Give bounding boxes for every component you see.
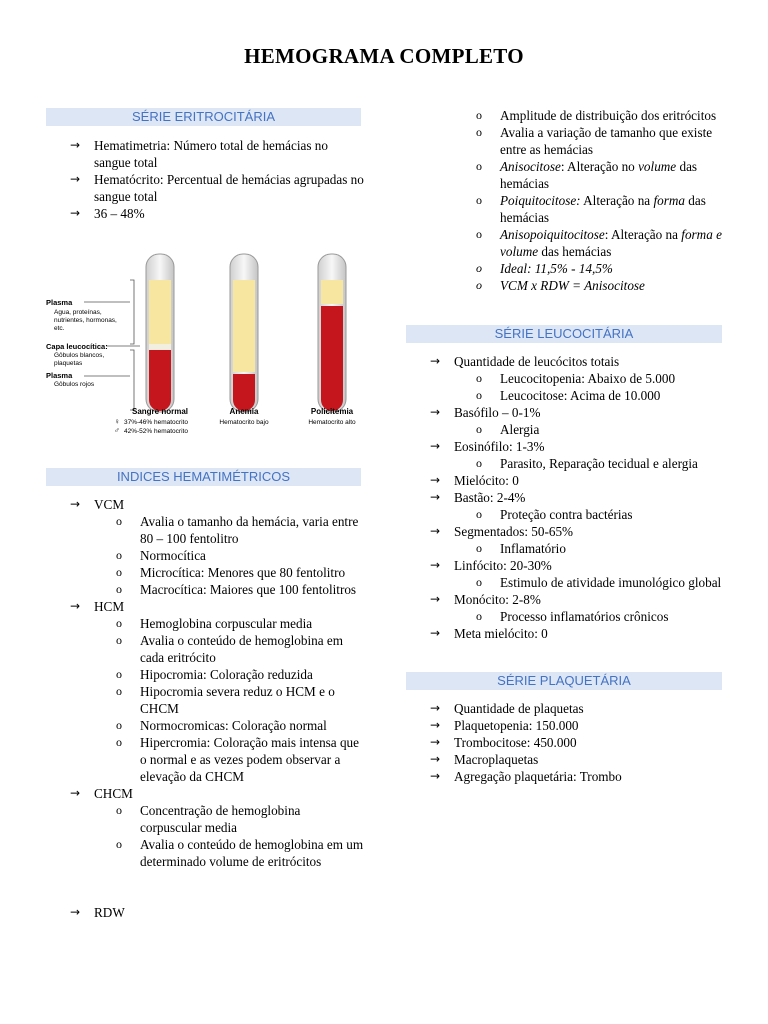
list-subitem: o Normocromicas: Coloração normal [70,717,365,734]
list-subitem: o Avalia o conteúdo de hemoglobina em um determinado volume de eritrócitos [70,836,365,870]
tube-anemia-sub: Hematocrito bajo [219,419,269,426]
list-item: → Quantidade de plaquetas [430,700,730,717]
tube-normal-male: 42%-52% hematocrito [124,428,188,435]
hematocrit-tubes-figure [44,250,364,440]
text: das hemácias [538,244,612,259]
term: Anisocitose [500,159,561,174]
text: forma e volume [500,227,722,259]
tube-policitemia-sub: Hematocrito alto [308,419,356,426]
list-item: → Linfócito: 20-30% [430,557,730,574]
page-title: HEMOGRAMA COMPLETO [244,44,524,68]
list-item: → Mielócito: 0 [430,472,730,489]
section-header-plaquetaria: SÉRIE PLAQUETÁRIA [406,672,722,690]
term: Poiquitocitose: [500,193,581,208]
leuco-list [430,353,730,642]
plaq-list [430,700,730,785]
list-subitem: o Amplitude de distribuição dos eritrócitos [430,107,725,124]
list-item: → Meta mielócito: 0 [430,625,730,642]
list-item: → Eosinófilo: 1-3% [430,438,730,455]
list-subitem: o Leucocitopenia: Abaixo de 5.000 [430,370,730,387]
list-item-hcm: → HCM [70,598,365,615]
list-subitem: o Normocítica [70,547,365,564]
list-subitem-vcm-rdw: o VCM x RDW = Anisocitose [430,277,725,294]
list-subitem-anisopoiquitocitose [430,226,725,260]
list-subitem-anisocitose [430,158,725,192]
label-capa-desc: plaquetas [54,360,83,367]
text: : Alteração na [604,227,682,242]
list-item-chcm: → CHCM [70,785,365,802]
list-subitem: o Avalia o tamanho da hemácia, varia entre 80 – 100 fentolitro [70,513,365,547]
list-item: → Agregação plaquetária: Trombo [430,768,730,785]
list-item: → Bastão: 2-4% [430,489,730,506]
list-subitem: o Concentração de hemoglobina corpuscular media [70,802,365,836]
list-item-rdw: → RDW [70,904,365,921]
label-plasma-desc: Agua, proteínas, [54,309,102,316]
list-subitem: o Processo inflamatórios crônicos [430,608,730,625]
label-plasma-2-desc: Gôbulos rojos [54,381,95,388]
text: Alteração na [580,193,654,208]
text: forma [653,193,685,208]
tube-normal-label: Sangre normal [131,407,189,416]
list-item: → Hematimetria: Número total de hemácias no sangue total [70,137,365,171]
male-icon: ♂ [114,426,120,435]
tube-policitemia [318,254,346,412]
term: Anisopoiquitocitose [500,227,605,242]
list-subitem: o Hemoglobina corpuscular media [70,615,365,632]
list-subitem: o Parasito, Reparação tecidual e alergia [430,455,730,472]
tube-normal [146,254,174,412]
list-subitem: o Hipocromia: Coloração reduzida [70,666,365,683]
text: das hemácias [500,159,698,191]
list-subitem: o Proteção contra bactérias [430,506,730,523]
list-item: → Hematócrito: Percentual de hemácias agrupadas no sangue total [70,171,365,205]
spacer [70,870,365,904]
text: : Alteração no [560,159,639,174]
list-item-vcm: → VCM [70,496,365,513]
section-header-indices: INDICES HEMATIMÉTRICOS [46,468,361,486]
list-subitem: o Alergia [430,421,730,438]
list-subitem: o Avalia o conteúdo de hemoglobina em cada eritrócito [70,632,365,666]
list-subitem: o Hipocromia severa reduz o HCM e o CHCM [70,683,365,717]
list-subitem: o Hipercromia: Coloração mais intensa que o normal e as vezes podem observar a elevação da CHCM [70,734,365,785]
list-item: → Basófilo – 0-1% [430,404,730,421]
list-subitem-poiquitocitose [430,192,725,226]
list-subitem: o Avalia a variação de tamanho que existe entre as hemácias [430,124,725,158]
list-subitem: o Leucocitose: Acima de 10.000 [430,387,730,404]
list-item: → Plaquetopenia: 150.000 [430,717,730,734]
list-subitem: o Macrocítica: Maiores que 100 fentolitros [70,581,365,598]
label-capa-desc: Gôbulos blancos, [54,352,105,359]
list-item: → Trombocitose: 450.000 [430,734,730,751]
list-subitem: o Microcítica: Menores que 80 fentolitro [70,564,365,581]
female-icon: ♀ [114,417,120,426]
eritro-list [70,137,365,222]
list-item: → Quantidade de leucócitos totais [430,353,730,370]
list-item: → Segmentados: 50-65% [430,523,730,540]
list-item: → 36 – 48% [70,205,365,222]
tube-normal-female: 37%-46% hematocrito [124,419,188,426]
tube-anemia-label: Anemia [229,407,259,416]
section-header-leucocitaria: SÉRIE LEUCOCITÁRIA [406,325,722,343]
list-subitem: o Estimulo de atividade imunológico global [430,574,730,591]
list-item: → Macroplaquetas [430,751,730,768]
label-plasma: Plasma [46,298,73,307]
tube-anemia [230,254,258,412]
indices-list [70,496,365,921]
label-plasma-desc: nutrientes, hormonas, [54,317,117,324]
text: das hemácias [500,193,706,225]
list-subitem-ideal: o Ideal: 11,5% - 14,5% [430,260,725,277]
text: volume [638,159,677,174]
section-header-eritrocitaria: SÉRIE ERITROCITÁRIA [46,108,361,126]
label-plasma-2: Plasma [46,371,73,380]
label-capa: Capa leucocítica: [46,342,108,351]
label-plasma-desc: etc. [54,325,65,332]
tube-policitemia-label: Policitemia [310,407,354,416]
list-subitem: o Inflamatório [430,540,730,557]
rdw-list [430,107,725,294]
list-item: → Monócito: 2-8% [430,591,730,608]
